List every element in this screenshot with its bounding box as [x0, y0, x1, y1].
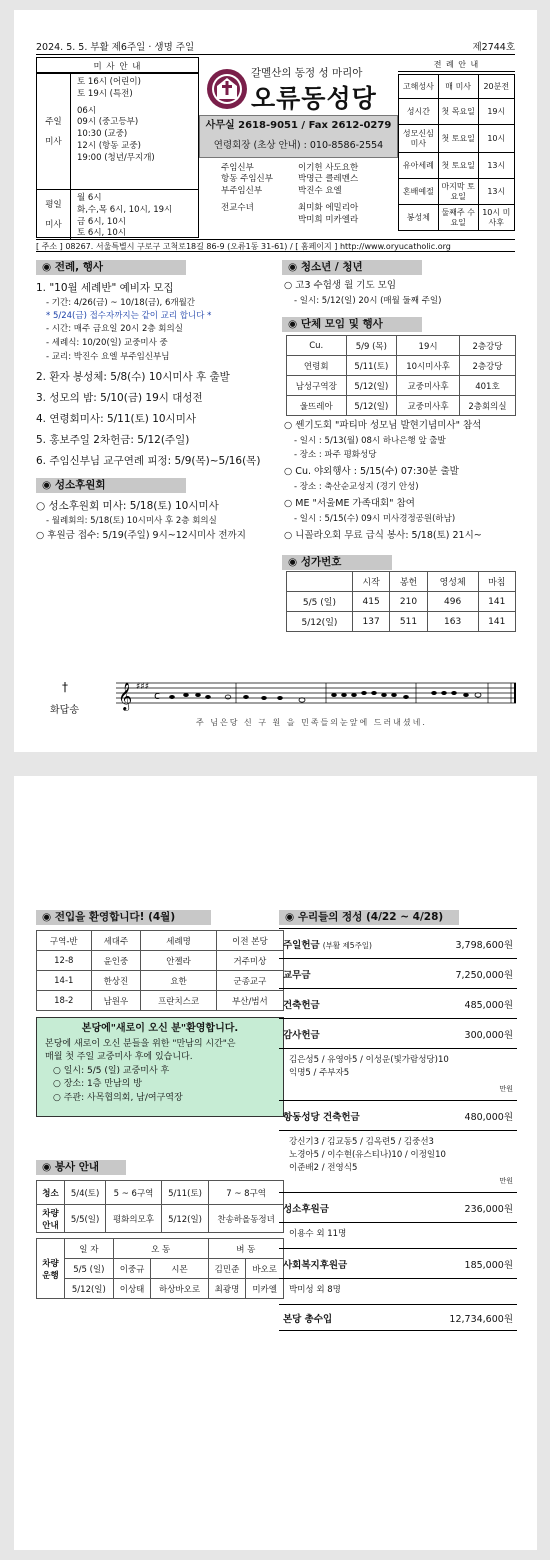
vocation-section-title: ◉ 성소후원회: [36, 478, 186, 493]
welcome-box: [36, 1017, 284, 1117]
parish-motto: 갈멜산의 동정 성 마리아: [251, 67, 363, 79]
newcomers-table: 구역-반 세대주 세례명 이전 본당 12-8 윤인중 안젤라 거주미상 14-1 한상진 요한 군종교구 18-2 남원우 프란치스코 부산/범서: [36, 930, 284, 1011]
liturgy-item: - 세례식: 10/20(일) 교중미사 중: [46, 338, 168, 348]
welcome-body-line: 매월 첫 주일 교중미사 후에 있습니다.: [45, 1052, 193, 1062]
liturgy-item: 2. 환자 봉성체: 5/8(수) 10시미사 후 출발: [36, 371, 230, 383]
groups-item: ○ ME "서울ME 가족대회" 참여: [284, 498, 415, 509]
mass-schedule-title: 미 사 안 내: [37, 58, 198, 73]
groups-item: - 일시 : 5/15(수) 09시 미사경정공원(하남): [294, 514, 456, 524]
welcome-body-line: 본당에 새로이 오신 분들을 위한 "만남의 시간"은: [45, 1038, 236, 1049]
welcome-item: ○ 장소: 1층 만남의 방: [53, 1079, 142, 1089]
bulletin-header: [36, 39, 515, 55]
welcome-title: 본당에"새로이 오신 분"환영합니다.: [81, 1023, 239, 1034]
liturgy-item: 6. 주임신부님 교구연례 피정: 5/9(목)~5/16(목): [36, 455, 261, 467]
staff-list: 주임신부 이기헌 사도요한 항동 주임신부 박명근 클레멘스 부주임신부 박진수 요엘 전교수녀 최미화 에밀리아 박미희 미카엘라: [221, 163, 359, 225]
newcomers-section-title: ◉ 전입을 환영합니다! (4월): [36, 910, 211, 925]
groups-item: ○ 쎈기도회 "파티마 성모님 발현기념미사" 참석: [284, 420, 482, 431]
vocation-detail: 이용수 외 11명: [279, 1223, 517, 1249]
svg-text:♯♯♯: ♯♯♯: [136, 682, 150, 692]
weekday-mass-times: 월 6시 화,수,목 6시, 10시, 19시 금 6시, 10시 토 6시, 10시: [77, 193, 173, 239]
liturgy-item: - 시간: 매주 금요일 20시 2층 회의실: [46, 324, 183, 334]
psalm-lyrics: 주 님은당 신 구 원 을 민족들의눈앞에 드러내셨네.: [196, 718, 427, 727]
parish-name: 오류동성당: [251, 84, 377, 113]
bulletin-page-2: [14, 776, 537, 1550]
responsorial-psalm: [36, 675, 516, 725]
groups-item: - 장소 : 파주 평화성당: [294, 450, 377, 460]
contact-box: [199, 115, 398, 158]
weekday-mass-row: [37, 189, 198, 239]
address-bar: [ 주소 ] 08267. 서울특별시 구로구 고척로18길 86-9 (오류1동 31-61) / [ 홈페이지 ] http://www.oryucatholic.org: [36, 239, 515, 252]
hymns-section-title: ◉ 성가번호: [282, 555, 392, 570]
driving-table: 차량 운행 일 자 오 동 벼 동 5/5 (일) 이중규 시몬 김민준 바오로 5/12(일) 이상태 하상바오로 최광명 미카엘: [36, 1238, 284, 1299]
liturgy-section-title: ◉ 전례, 행사: [36, 260, 186, 275]
parish-logo-icon: [206, 68, 248, 110]
youth-item: - 일시: 5/12(일) 20시 (매월 둘째 주일): [294, 296, 442, 306]
welcome-item: ○ 주관: 사목협의회, 남/여구역장: [53, 1092, 183, 1103]
weekday-mass-label: 평일 미사: [37, 190, 71, 239]
service-section-title: ◉ 봉사 안내: [36, 1160, 126, 1175]
welcome-item: ○ 일시: 5/5 (일) 교중미사 후: [53, 1065, 170, 1076]
offering-row: 항동성당 건축헌금 480,000원: [279, 1101, 517, 1131]
parish-info: [201, 57, 397, 238]
offering-row: 사회복지후원금 185,000원: [279, 1249, 517, 1279]
groups-item: ○ Cu. 야외행사 : 5/15(수) 07:30분 출발: [284, 466, 459, 477]
hymns-table: 시작 봉헌 영성체 마침 5/5 (일) 415 210 496 141 5/12(일) 137 511 163 141: [286, 571, 516, 632]
youth-item: ○ 고3 수험생 월 기도 모임: [284, 280, 397, 291]
music-staff-icon: [116, 677, 516, 713]
offering-row: 성소후원금 236,000원: [279, 1193, 517, 1223]
worship-info-title: 전 례 안 내: [398, 57, 515, 72]
vocation-item: - 월례회의: 5/18(토) 10시미사 후 2층 회의실: [46, 516, 217, 526]
vocation-item: ○ 성소후원회 미사: 5/18(토) 10시미사: [36, 500, 219, 512]
date-line: 2024. 5. 5. 부활 제6주일 · 생명 주일: [36, 42, 195, 53]
hangdong-detail: 강신기3 / 김교동5 / 김옥련5 / 김중선3 노경아5 / 이수현(유스티나)10 / 이정일10 이준배2 / 전영식5 만원: [279, 1131, 517, 1193]
offerings-list: [279, 928, 517, 1331]
liturgy-item: 3. 성모의 밤: 5/10(금) 19시 대성전: [36, 392, 203, 404]
bulletin-page-1: [14, 10, 537, 752]
sunday-mass-row: [37, 73, 198, 189]
groups-section-title: ◉ 단체 모임 및 행사: [282, 317, 422, 332]
thanks-detail: 김은성5 / 유영아5 / 이성운(빛가람성당)10 익명5 / 주부자5 만원: [279, 1049, 517, 1101]
liturgy-item: 4. 연령회미사: 5/11(토) 10시미사: [36, 413, 196, 425]
youth-section-title: ◉ 청소년 / 청년: [282, 260, 422, 275]
liturgy-item: - 교리: 박진수 요엘 부주임신부님: [46, 352, 170, 362]
liturgy-item: - 기간: 4/26(금) ~ 10/18(금), 6개월간: [46, 298, 195, 308]
groups-item: ○ 니꼴라오회 무료 급식 봉사: 5/18(토) 21시~: [284, 530, 482, 541]
groups-item: - 장소 : 축산순교성지 (경기 안성): [294, 482, 419, 492]
offering-row: 감사헌금 300,000원: [279, 1019, 517, 1049]
service-table: 청소 5/4(토) 5 ~ 6구역 5/11(토) 7 ~ 8구역 차량 안내 5/5(일) 평화의모후 5/12(일) 찬송하올동정녀: [36, 1180, 284, 1233]
psalm-label: 화답송: [50, 705, 79, 716]
welfare-detail: 박미성 외 8명: [279, 1279, 517, 1305]
liturgy-item: 1. "10월 세례반" 예비자 모집: [36, 282, 174, 294]
liturgy-item: 5. 홍보주일 2차헌금: 5/12(주일): [36, 434, 190, 446]
issue-number: 제2744호: [472, 42, 515, 53]
sunday-mass-times: 토 16시 (어린이) 토 19시 (특전) 06시 09시 (중고등부) 10:30 (교중) 12시 (항동 교중) 19:00 (청년/무지개): [77, 77, 155, 163]
worship-info-table: 고해성사 매 미사 20분전 성시간 첫 목요일 19시 성모신심 미사 첫 토요일 10시 유아세례 첫 토요일 13시 혼배예절 마지막 토요일 13시 봉성체 둘째주 수요일 10시 미사후: [398, 74, 515, 231]
worship-info-box: [398, 57, 515, 238]
mass-schedule-box: [36, 57, 199, 238]
offerings-section-title: ◉ 우리들의 정성 (4/22 ~ 4/28): [279, 910, 459, 925]
sunday-mass-label: 주일 미사: [37, 74, 71, 189]
groups-item: - 일시 : 5/13(월) 08시 하나은행 앞 출발: [294, 436, 446, 446]
offering-row: 교무금 7,250,000원: [279, 959, 517, 989]
funeral-contact: 연령회장 (초상 안내) : 010-8586-2554: [213, 140, 384, 151]
vocation-item: ○ 후원금 접수: 5/19(주일) 9시~12시미사 전까지: [36, 530, 246, 541]
liturgy-item: * 5/24(금) 접수자까지는 같이 교리 합니다 *: [46, 311, 212, 321]
groups-table: Cu. 5/9 (목) 19시 2층강당 연령회 5/11(토) 10시미사후 2층강당 남성구역장 5/12(일) 교중미사후 401호 울뜨레아 5/12(일) 교중미사후 2층회의실: [286, 335, 516, 416]
cross-icon: †: [62, 680, 68, 694]
svg-text:c: c: [154, 689, 161, 702]
offering-total: 본당 총수입 12,734,600원: [279, 1305, 517, 1331]
svg-text:𝄞: 𝄞: [118, 682, 133, 710]
offering-row: 건축헌금 485,000원: [279, 989, 517, 1019]
office-phone: 사무실 2618-9051 / Fax 2612-0279: [205, 120, 392, 131]
offering-row: 주일헌금 (부활 제5주일) 3,798,600원: [279, 929, 517, 959]
